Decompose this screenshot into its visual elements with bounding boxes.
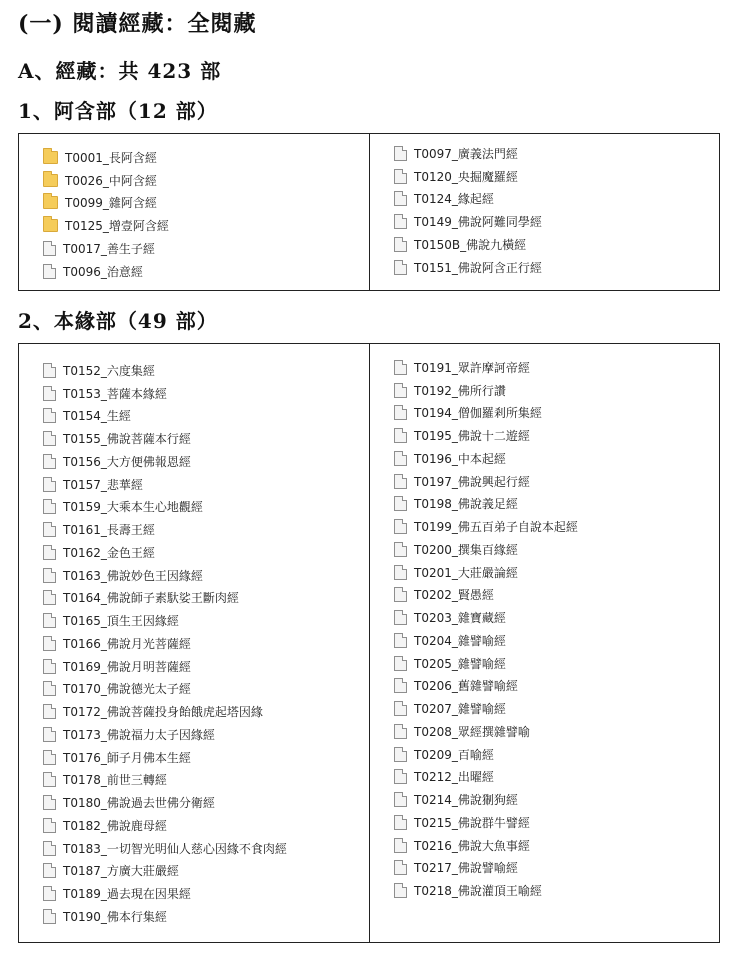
- item-label: T0196_中本起經: [414, 451, 506, 466]
- file-item[interactable]: [394, 379, 719, 402]
- file-item[interactable]: [394, 356, 719, 379]
- file-icon: [394, 565, 407, 580]
- file-icon: [43, 704, 56, 719]
- file-item[interactable]: [43, 655, 369, 678]
- file-item[interactable]: [394, 629, 719, 652]
- file-icon: [394, 724, 407, 739]
- file-item[interactable]: [394, 811, 719, 834]
- page-heading: (一) 閱讀經藏：全閱藏: [18, 11, 257, 37]
- file-item[interactable]: [43, 905, 369, 928]
- item-label: T0178_前世三轉經: [63, 773, 167, 788]
- item-label: T0172_佛說菩薩投身飴餓虎起塔因緣: [63, 705, 263, 720]
- item-label: T0173_佛說福力太子因緣經: [63, 727, 215, 742]
- item-label: T0152_六度集經: [63, 363, 155, 378]
- file-icon: [394, 656, 407, 671]
- file-item[interactable]: [43, 260, 369, 283]
- file-icon: [43, 841, 56, 856]
- file-item[interactable]: [43, 860, 369, 883]
- file-item[interactable]: [43, 359, 369, 382]
- file-icon: [394, 191, 407, 206]
- file-icon: [394, 383, 407, 398]
- file-icon: [394, 815, 407, 830]
- item-label: T0208_眾經撰雜譬喻: [414, 724, 530, 739]
- file-item[interactable]: [394, 743, 719, 766]
- file-item[interactable]: [43, 814, 369, 837]
- item-label: T0191_眾許摩訶帝經: [414, 360, 530, 375]
- item-label: T0155_佛說菩薩本行經: [63, 432, 191, 447]
- file-icon: [394, 633, 407, 648]
- file-item[interactable]: [43, 746, 369, 769]
- item-label: T0150B_佛說九橫經: [414, 237, 527, 252]
- item-label: T0187_方廣大莊嚴經: [63, 864, 179, 879]
- file-item[interactable]: [394, 788, 719, 811]
- file-item[interactable]: [43, 587, 369, 610]
- file-icon: [394, 260, 407, 275]
- jataka-left-column: [19, 344, 370, 942]
- item-label: T0189_過去現在因果經: [63, 887, 191, 902]
- agama-left-column: [19, 134, 370, 290]
- file-icon: [43, 264, 56, 279]
- item-label: T0125_增壹阿含經: [65, 219, 169, 234]
- file-icon: [43, 590, 56, 605]
- file-item[interactable]: [43, 837, 369, 860]
- item-label: T0017_善生子經: [63, 241, 155, 256]
- file-item[interactable]: [43, 405, 369, 428]
- file-icon: [394, 237, 407, 252]
- file-icon: [394, 214, 407, 229]
- item-label: T0201_大莊嚴論經: [414, 565, 518, 580]
- item-label: T0199_佛五百弟子自說本起經: [414, 520, 578, 535]
- file-item[interactable]: [43, 609, 369, 632]
- item-label: T0161_長壽王經: [63, 523, 155, 538]
- file-icon: [394, 769, 407, 784]
- file-icon: [394, 360, 407, 375]
- file-icon: [43, 241, 56, 256]
- folder-item[interactable]: [43, 192, 369, 215]
- file-item[interactable]: [394, 256, 719, 279]
- file-item[interactable]: [43, 723, 369, 746]
- file-icon: [394, 838, 407, 853]
- file-item[interactable]: [43, 700, 369, 723]
- item-label: T0209_百喻經: [414, 747, 494, 762]
- file-item[interactable]: [43, 382, 369, 405]
- folder-icon: [43, 151, 58, 164]
- file-icon: [394, 747, 407, 762]
- item-label: T0151_佛說阿含正行經: [414, 260, 542, 275]
- agama-right-column: [370, 134, 719, 290]
- file-icon: [43, 795, 56, 810]
- file-item[interactable]: [394, 584, 719, 607]
- item-label: T0157_悲華經: [63, 477, 143, 492]
- file-item[interactable]: [43, 882, 369, 905]
- file-item[interactable]: [394, 142, 719, 165]
- item-label: T0120_央掘魔羅經: [414, 169, 518, 184]
- item-label: T0218_佛說灌頂王喻經: [414, 884, 542, 899]
- file-item[interactable]: [394, 766, 719, 789]
- file-icon: [394, 519, 407, 534]
- folder-item[interactable]: [43, 214, 369, 237]
- item-label: T0198_佛說義足經: [414, 497, 518, 512]
- file-icon: [394, 496, 407, 511]
- file-icon: [43, 818, 56, 833]
- file-icon: [43, 727, 56, 742]
- file-item[interactable]: [43, 632, 369, 655]
- item-label: T0096_治意經: [63, 264, 143, 279]
- folder-icon: [43, 219, 58, 232]
- file-item[interactable]: [394, 538, 719, 561]
- file-icon: [394, 792, 407, 807]
- file-icon: [394, 451, 407, 466]
- file-item[interactable]: [394, 188, 719, 211]
- file-item[interactable]: [394, 720, 719, 743]
- item-label: T0099_雜阿含經: [65, 196, 157, 211]
- item-label: T0206_舊雜譬喻經: [414, 679, 518, 694]
- file-icon: [43, 499, 56, 514]
- file-item[interactable]: [394, 697, 719, 720]
- file-icon: [43, 681, 56, 696]
- item-label: T0212_出曜經: [414, 770, 494, 785]
- file-icon: [394, 587, 407, 602]
- item-label: T0194_僧伽羅剎所集經: [414, 406, 542, 421]
- folder-item[interactable]: [43, 169, 369, 192]
- item-label: T0183_一切智光明仙人慈心因緣不食肉經: [63, 841, 287, 856]
- folder-icon: [43, 196, 58, 209]
- item-label: T0182_佛說鹿母經: [63, 818, 167, 833]
- item-label: T0026_中阿含經: [65, 173, 157, 188]
- file-icon: [394, 883, 407, 898]
- file-icon: [394, 428, 407, 443]
- item-label: T0195_佛說十二遊經: [414, 429, 530, 444]
- item-label: T0165_頂生王因緣經: [63, 614, 179, 629]
- file-item[interactable]: [43, 564, 369, 587]
- file-icon: [43, 636, 56, 651]
- file-item[interactable]: [394, 447, 719, 470]
- file-item[interactable]: [394, 879, 719, 902]
- item-label: T0202_賢愚經: [414, 588, 494, 603]
- item-label: T0190_佛本行集經: [63, 909, 167, 924]
- item-label: T0159_大乘本生心地觀經: [63, 500, 203, 515]
- file-item[interactable]: [43, 237, 369, 260]
- file-item[interactable]: [394, 675, 719, 698]
- item-label: T0097_廣義法門經: [414, 146, 518, 161]
- item-label: T0200_撰集百緣經: [414, 542, 518, 557]
- folder-icon: [43, 174, 58, 187]
- item-label: T0153_菩薩本緣經: [63, 386, 167, 401]
- file-icon: [394, 405, 407, 420]
- section-title-jataka: 2、本緣部（49 部）: [18, 309, 218, 333]
- file-icon: [43, 386, 56, 401]
- section-heading-sutra-pitaka: A、經藏：共 423 部: [18, 59, 222, 83]
- jataka-file-table: [18, 343, 720, 943]
- item-label: T0203_雜寶藏經: [414, 611, 506, 626]
- item-label: T0169_佛說月明菩薩經: [63, 659, 191, 674]
- file-icon: [43, 909, 56, 924]
- file-item[interactable]: [43, 791, 369, 814]
- file-icon: [43, 568, 56, 583]
- file-item[interactable]: [394, 834, 719, 857]
- agama-file-table: [18, 133, 720, 291]
- item-label: T0156_大方便佛報恩經: [63, 454, 191, 469]
- file-icon: [394, 169, 407, 184]
- item-label: T0216_佛說大魚事經: [414, 838, 530, 853]
- item-label: T0204_雜譬喻經: [414, 633, 506, 648]
- file-item[interactable]: [43, 473, 369, 496]
- file-item[interactable]: [394, 402, 719, 425]
- item-label: T0001_長阿含經: [65, 150, 157, 165]
- file-item[interactable]: [394, 606, 719, 629]
- file-item[interactable]: [43, 450, 369, 473]
- item-label: T0176_師子月佛本生經: [63, 750, 191, 765]
- file-icon: [43, 613, 56, 628]
- item-label: T0164_佛說師子素馱娑王斷肉經: [63, 591, 239, 606]
- file-icon: [43, 750, 56, 765]
- item-label: T0162_金色王經: [63, 545, 155, 560]
- file-icon: [394, 860, 407, 875]
- file-icon: [394, 610, 407, 625]
- item-label: T0192_佛所行讚: [414, 383, 506, 398]
- file-icon: [394, 678, 407, 693]
- file-item[interactable]: [394, 424, 719, 447]
- item-label: T0163_佛說妙色王因緣經: [63, 568, 203, 583]
- file-item[interactable]: [43, 427, 369, 450]
- file-item[interactable]: [394, 470, 719, 493]
- file-icon: [43, 772, 56, 787]
- file-icon: [43, 454, 56, 469]
- file-item[interactable]: [394, 515, 719, 538]
- file-item[interactable]: [394, 493, 719, 516]
- file-icon: [43, 408, 56, 423]
- file-icon: [394, 474, 407, 489]
- item-label: T0180_佛說過去世佛分衛經: [63, 796, 215, 811]
- file-item[interactable]: [43, 496, 369, 519]
- file-icon: [394, 146, 407, 161]
- file-icon: [43, 477, 56, 492]
- file-item[interactable]: [394, 857, 719, 880]
- item-label: T0170_佛說德光太子經: [63, 682, 191, 697]
- file-icon: [43, 863, 56, 878]
- item-label: T0149_佛說阿難同學經: [414, 215, 542, 230]
- item-label: T0215_佛說群牛譬經: [414, 815, 530, 830]
- item-label: T0207_雜譬喻經: [414, 702, 506, 717]
- file-icon: [43, 659, 56, 674]
- file-item[interactable]: [43, 678, 369, 701]
- file-item[interactable]: [43, 541, 369, 564]
- jataka-right-column: [370, 344, 719, 942]
- file-icon: [43, 545, 56, 560]
- item-label: T0205_雜譬喻經: [414, 656, 506, 671]
- file-icon: [43, 522, 56, 537]
- section-title-agama: 1、阿含部（12 部）: [18, 99, 218, 123]
- file-item[interactable]: [394, 561, 719, 584]
- item-label: T0166_佛說月光菩薩經: [63, 636, 191, 651]
- item-label: T0124_緣起經: [414, 192, 494, 207]
- item-label: T0197_佛說興起行經: [414, 474, 530, 489]
- file-icon: [43, 431, 56, 446]
- file-item[interactable]: [394, 165, 719, 188]
- item-label: T0154_生經: [63, 409, 131, 424]
- file-item[interactable]: [43, 769, 369, 792]
- file-icon: [394, 542, 407, 557]
- file-item[interactable]: [394, 652, 719, 675]
- item-label: T0217_佛說譬喻經: [414, 861, 518, 876]
- folder-item[interactable]: [43, 146, 369, 169]
- file-item[interactable]: [394, 233, 719, 256]
- file-icon: [43, 886, 56, 901]
- file-icon: [394, 701, 407, 716]
- item-label: T0214_佛說猘狗經: [414, 793, 518, 808]
- file-item[interactable]: [43, 518, 369, 541]
- file-item[interactable]: [394, 210, 719, 233]
- file-icon: [43, 363, 56, 378]
